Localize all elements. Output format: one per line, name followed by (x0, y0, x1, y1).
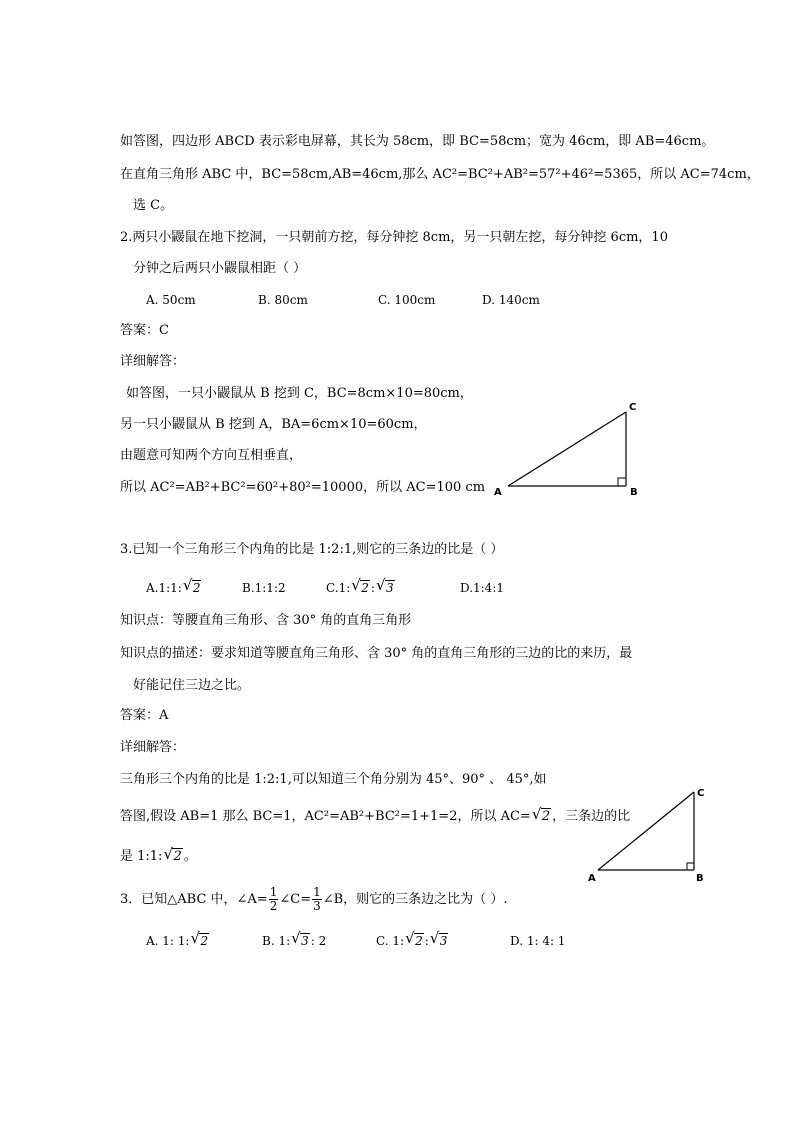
right-triangle-figure (584, 782, 714, 886)
vertex-label-c: C (697, 788, 705, 799)
knowledge-point: 知识点：等腰直角三角形、含 30° 角的直角三角形 (120, 613, 412, 628)
paragraph-line: 如答图，四边形 ABCD 表示彩电屏幕，其长为 58cm，即 BC=58cm；宽为 46cm，即 AB=46cm。 (120, 134, 715, 149)
vertex-label-c: C (629, 402, 637, 413)
option-b: B. 80cm (258, 293, 308, 307)
vertex-label-b: B (696, 873, 704, 884)
vertex-label-a: A (588, 873, 596, 884)
sqrt-symbol: √ 2 (531, 805, 551, 824)
sqrt-symbol: √ 2 (351, 576, 369, 595)
option-c: C. 1: √ 2 : √ 3 (376, 931, 449, 951)
option-b: B.1:1:2 (242, 581, 286, 595)
sqrt-symbol: √ 3 (429, 929, 448, 948)
solution-line: 由题意可知两个方向互相垂直， (120, 448, 303, 463)
knowledge-description: 知识点的描述：要求知道等腰直角三角形、含 30° 角的直角三角形的三边的比的来历，最 (120, 646, 633, 661)
detail-label: 详细解答： (120, 740, 186, 755)
solution-line: 如答图，一只小鼹鼠从 B 挖到 C，BC=8cm×10=80cm， (126, 386, 473, 401)
sqrt-symbol: √ 3 (291, 929, 309, 948)
fraction: $\frac{1}{3}$ (313, 885, 321, 913)
sqrt-symbol: √ 2 (182, 576, 201, 595)
answer-line: 答案：C (120, 323, 169, 338)
sqrt-symbol: √ 3 (375, 576, 394, 595)
right-angle-mark (687, 863, 694, 870)
solution-line: 是 1:1: √ 2 。 (120, 847, 197, 867)
sqrt-symbol: √ 2 (405, 929, 423, 948)
option-c: C.1: √ 2 : √ 3 (326, 578, 396, 598)
knowledge-description: 好能记住三边之比。 (133, 678, 251, 693)
option-d: D. 140cm (482, 293, 540, 307)
vertex-label-a: A (494, 487, 502, 498)
paragraph-line: 选 C。 (133, 198, 174, 213)
solution-line: 三角形三个内角的比是 1:2:1,可以知道三个角分别为 45°、90° 、 45°,如 (120, 772, 547, 787)
solution-line: 另一只小鼹鼠从 B 挖到 A，BA=6cm×10=60cm， (120, 417, 427, 432)
option-a: A. 50cm (146, 293, 196, 307)
answer-line: 答案：A (120, 708, 169, 723)
option-a: A. 1: 1: √ 2 (146, 931, 210, 951)
option-d: D. 1: 4: 1 (510, 934, 566, 948)
question-stem: 分钟之后两只小鼹鼠相距（ ） (133, 261, 307, 276)
paragraph-line: 在直角三角形 ABC 中，BC=58cm,AB=46cm,那么 AC²=BC²+AB²=57²+46²=5365，所以 AC=74cm， (120, 167, 760, 182)
sqrt-symbol: √ 2 (163, 845, 182, 864)
solution-line: 所以 AC²=AB²+BC²=60²+80²=10000，所以 AC=100 cm (120, 480, 486, 495)
question-stem: 3．已知△ABC 中，∠A= $\frac{1}{2}$ ∠C= $\frac{1}{3}$ ∠B，则它的三条边之比为（ ）. (120, 885, 508, 913)
option-b: B. 1: √ 3 : 2 (262, 931, 326, 951)
question-stem: 3.已知一个三角形三个内角的比是 1:2:1,则它的三条边的比是（ ） (120, 542, 504, 557)
right-triangle-figure (490, 398, 650, 502)
right-angle-mark (618, 478, 626, 486)
solution-line: 答图,假设 AB=1 那么 BC=1，AC²=AB²+BC²=1+1=2，所以 AC= √ 2 ，三条边的比 (120, 807, 630, 827)
vertex-label-b: B (630, 487, 638, 498)
side-ac (598, 792, 694, 870)
option-c: C. 100cm (378, 293, 436, 307)
option-d: D.1:4:1 (460, 581, 504, 595)
detail-label: 详细解答： (120, 354, 186, 369)
fraction: $\frac{1}{2}$ (269, 885, 278, 913)
side-ac (508, 412, 626, 486)
question-stem: 2.两只小鼹鼠在地下挖洞，一只朝前方挖，每分钟挖 8cm，另一只朝左挖，每分钟挖 6cm，10 (120, 230, 668, 245)
sqrt-symbol: √ 2 (190, 929, 209, 948)
option-a: A.1:1: √ 2 (146, 578, 202, 598)
